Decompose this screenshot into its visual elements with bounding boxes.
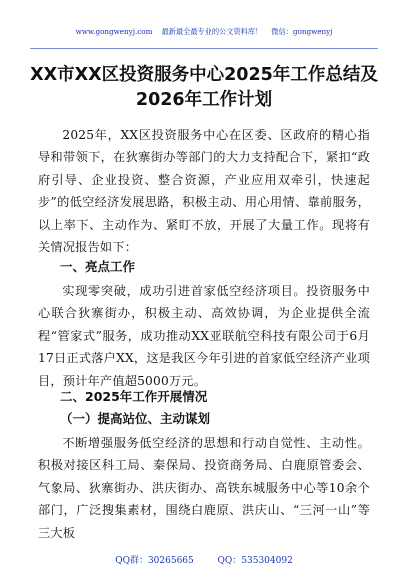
header-site: www.gongwenyj.com — [75, 27, 153, 36]
page-header — [0, 0, 408, 52]
section2-sub1-block — [38, 432, 370, 544]
footer-qq-group: QQ群：30265665 — [115, 556, 194, 566]
section1-heading: 一、亮点工作 — [60, 259, 136, 274]
intro-paragraph: 2025年，XX区投资服务中心在区委、区政府的精心指导和带领下，在狄寨街办等部门的大力支持配合下，紧扣“政府引导、企业投资、整合资源，产业应用双牵引，快速起步”的低空经济发展思路，积极主动、用心用情、靠前服务，以上率下、主动作为、紧盯不放，开展了大量工作。现将有关情况报告如下： — [38, 128, 370, 255]
page-footer — [0, 553, 408, 566]
intro-block — [38, 124, 370, 258]
header-line — [0, 27, 408, 37]
section2-sub1-paragraph: 不断增强服务低空经济的思想和行动自觉性、主动性。积极对接区科工局、秦保局、投资商务局、白鹿原管委会、气象局、狄寨街办、洪庆街办、高铁东城服务中心等10余个部门，广泛搜集素材，围绕白鹿原、洪庆山、“三河一山”等三大板 — [38, 436, 370, 540]
header-slogan: 最新最全最专业的公文资料库！ — [161, 27, 263, 36]
header-wechat: 微信：gongwenyj — [271, 27, 333, 36]
section2-sub1-heading: （一）提高站位、主动谋划 — [60, 411, 211, 426]
section1-paragraph: 实现零突破，成功引进首家低空经济项目。投资服务中心联合狄寨街办，积极主动、高效协调，为企业提供全流程“管家式”服务，成功推动XX亚联航空科技有限公司于6月17日正式落户XX，这是我区今年引进的首家低空经济产业项目，预计年产值超5000万元。 — [38, 284, 370, 388]
footer-qq: QQ：535304092 — [217, 556, 293, 566]
section1-block — [38, 280, 370, 392]
document-title: XX市XX区投资服务中心2025年工作总结及2026年工作计划 — [30, 65, 378, 110]
header-rule — [30, 48, 378, 49]
section2-heading: 二、2025年工作开展情况 — [60, 389, 208, 404]
